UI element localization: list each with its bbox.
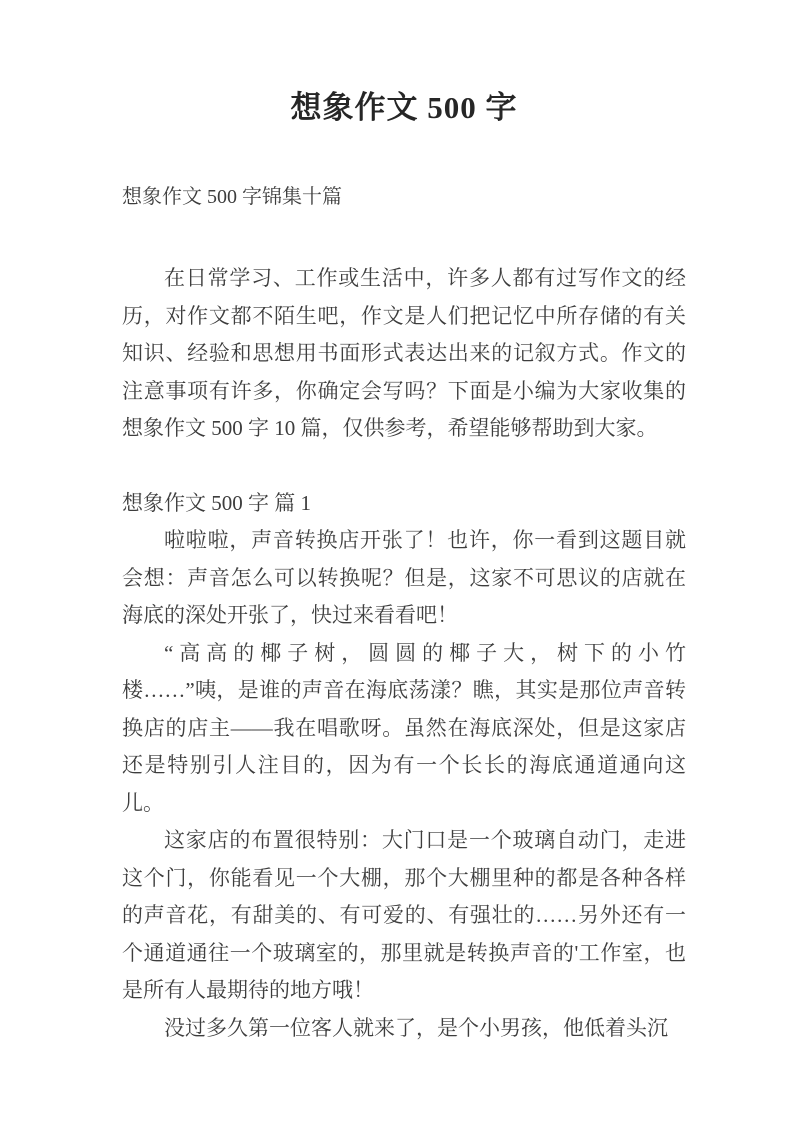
section-paragraph: “高高的椰子树，圆圆的椰子大，树下的小竹楼……”咦，是谁的声音在海底荡漾？瞧，其实是那位声音转换店的店主——我在唱歌呀。虽然在海底深处，但是这家店还是特别引人注目的，因为有一个长长的海底通道通向这儿。 xyxy=(122,640,686,815)
section-paragraph: 啦啦啦，声音转换店开张了！也许，你一看到这题目就会想：声音怎么可以转换呢？但是，这家不可思议的店就在海底的深处开张了，快过来看看吧！ xyxy=(122,528,686,628)
section-paragraph: 这家店的布置很特别：大门口是一个玻璃自动门，走进这个门，你能看见一个大棚，那个大棚里种的都是各种各样的声音花，有甜美的、有可爱的、有强壮的……另外还有一个通道通往一个玻璃室的，那里就是转换声音的'工作室，也是所有人最期待的地方哦！ xyxy=(122,828,686,1003)
document-title: 想象作文 500 字 xyxy=(290,90,518,125)
intro-paragraph: 在日常学习、工作或生活中，许多人都有过写作文的经历，对作文都不陌生吧，作文是人们把记忆中所存储的有关知识、经验和思想用书面形式表达出来的记叙方式。作文的注意事项有许多，你确定会写吗？下面是小编为大家收集的想象作文 500 字 10 篇，仅供参考，希望能够帮助到大家。 xyxy=(122,266,686,441)
document-subtitle: 想象作文 500 字锦集十篇 xyxy=(122,186,342,209)
section-heading: 想象作文 500 字 篇 1 xyxy=(122,490,311,515)
section-paragraph-truncated: 没过多久第一位客人就来了，是个小男孩，他低着头沉 xyxy=(164,1015,668,1040)
